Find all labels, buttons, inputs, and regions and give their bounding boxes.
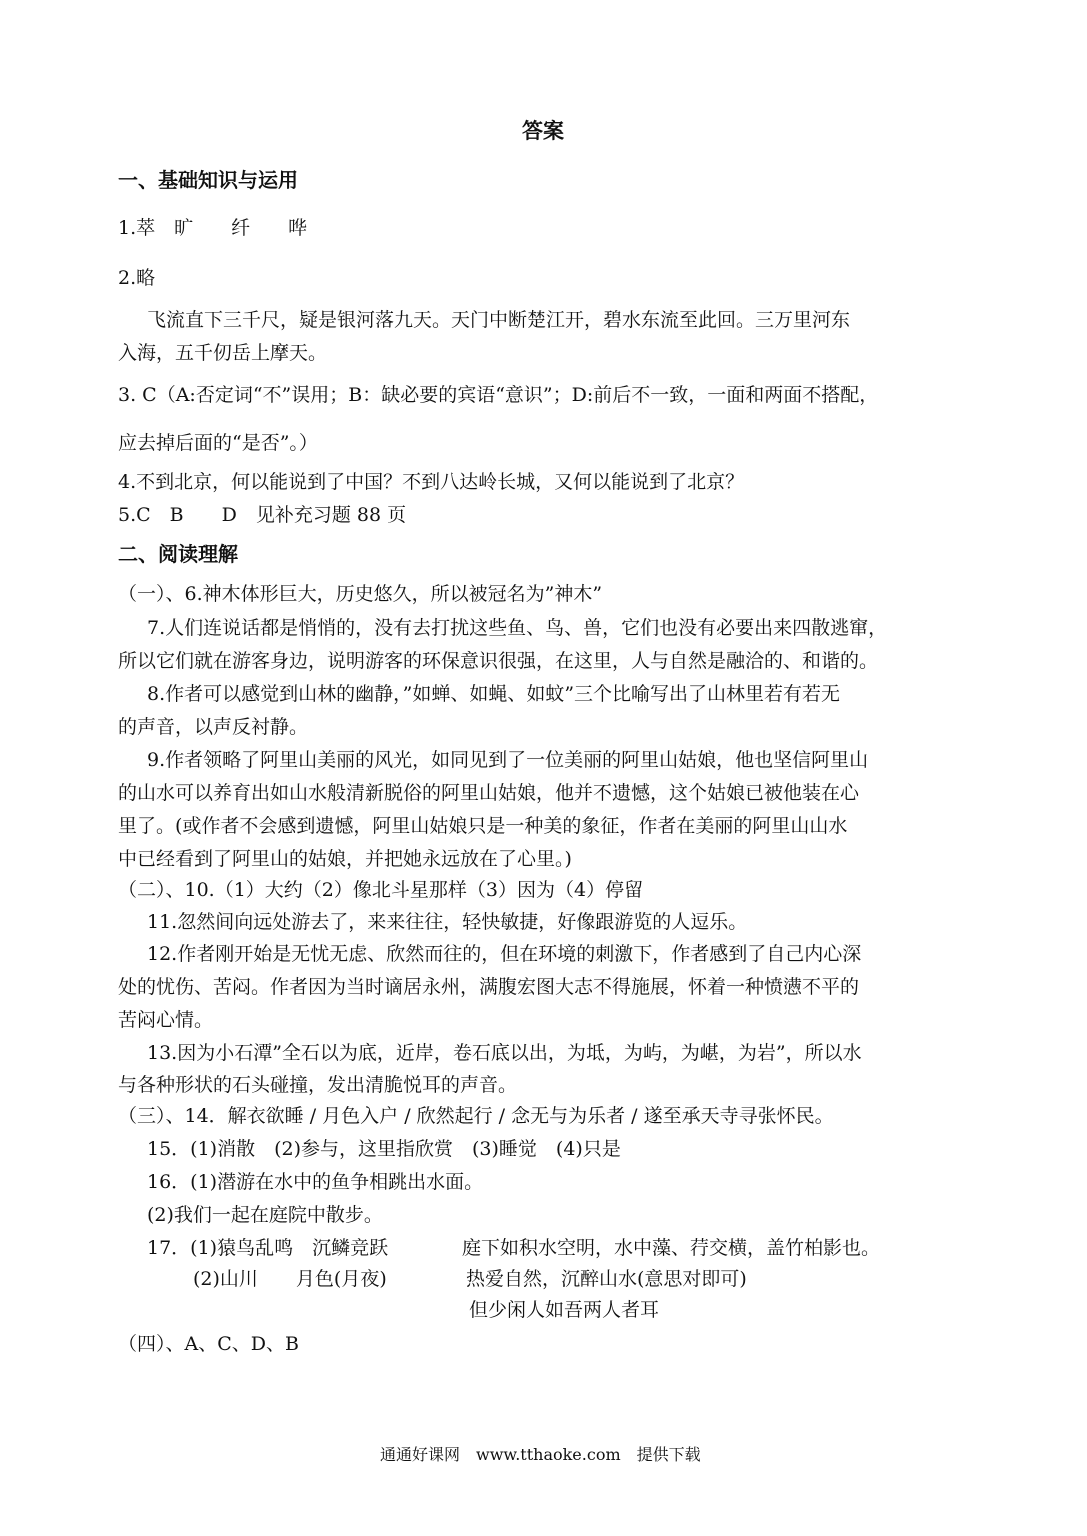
poem-line-1: 飞流直下三千尺，疑是银河落九天。天门中断楚江开，碧水东流至此回。三万里河东 xyxy=(147,309,851,331)
answer-q7-line-2: 所以它们就在游客身边，说明游客的环保意识很强，在这里，人与自然是融洽的、和谐的。 xyxy=(118,650,879,672)
answer-q16-part-1: 16．(1)潜游在水中的鱼争相跳出水面。 xyxy=(147,1171,484,1193)
answer-q15: 15．(1)消散 (2)参与，这里指欣赏 (3)睡觉 (4)只是 xyxy=(147,1138,621,1160)
answer-q6: （一）、6.神木体形巨大，历史悠久，所以被冠名为”神木” xyxy=(118,583,603,605)
answer-q12-line-3: 苦闷心情。 xyxy=(118,1009,214,1031)
answer-q5: 5.C B D 见补充习题 88 页 xyxy=(118,504,407,526)
answer-q16-part-2: (2)我们一起在庭院中散步。 xyxy=(147,1204,383,1226)
answer-q9-line-2: 的山水可以养育出如山水般清新脱俗的阿里山姑娘，他并不遗憾，这个姑娘已被他装在心 xyxy=(118,782,860,804)
section-heading-reading: 二、阅读理解 xyxy=(118,542,238,566)
answer-q12-line-2: 处的忧伤、苦闷。作者因为当时谪居永州，满腹宏图大志不得施展，怀着一种愤懑不平的 xyxy=(118,976,860,998)
answer-q8-line-1: 8.作者可以感觉到山林的幽静，”如蝉、如蝇、如蚊”三个比喻写出了山林里若有若无 xyxy=(147,683,841,705)
answer-q2: 2.略 xyxy=(118,267,156,289)
answer-q10: （二）、10.（1）大约（2）像北斗星那样（3）因为（4）停留 xyxy=(118,879,644,901)
answer-section-4: （四）、A、C、D、B xyxy=(118,1333,299,1355)
answer-q1: 1.萃 旷 纤 哗 xyxy=(118,217,308,239)
answer-q12-line-1: 12.作者刚开始是无忧无虑、欣然而往的，但在环境的刺激下，作者感到了自己内心深 xyxy=(147,943,862,965)
answer-q17-row-3-right: 但少闲人如吾两人者耳 xyxy=(469,1299,660,1321)
poem-line-2: 入海，五千仞岳上摩天。 xyxy=(118,342,328,364)
answer-q3-line-2: 应去掉后面的“是否”。） xyxy=(118,432,318,454)
answer-q3-line-1: 3. C（A:否定词“不”误用；B：缺必要的宾语“意识”；D:前后不一致，一面和两面不搭配， xyxy=(118,384,879,406)
answer-q14: （三）、14．解衣欲睡 / 月色入户 / 欣然起行 / 念无与为乐者 / 遂至承天寺寻张怀民。 xyxy=(118,1105,834,1127)
answer-q11: 11.忽然间向远处游去了，来来往往，轻快敏捷，好像跟游览的人逗乐。 xyxy=(147,911,748,933)
answer-q9-line-1: 9.作者领略了阿里山美丽的风光，如同见到了一位美丽的阿里山姑娘，他也坚信阿里山 xyxy=(147,749,869,771)
answer-q9-line-4: 中已经看到了阿里山的姑娘，并把她永远放在了心里。) xyxy=(118,848,572,870)
answer-q17-row-2-left: (2)山川 月色(月夜) xyxy=(193,1268,387,1290)
answer-q7-line-1: 7.人们连说话都是悄悄的，没有去打扰这些鱼、鸟、兽，它们也没有必要出来四散逃窜， xyxy=(147,617,888,639)
footer-source: 通通好课网 www.tthaoke.com 提供下载 xyxy=(380,1445,701,1464)
answer-q17-row-1-left: 17．(1)猿鸟乱鸣 沉鳞竞跃 xyxy=(147,1237,389,1259)
page-title: 答案 xyxy=(522,119,564,143)
answer-q13-line-2: 与各种形状的石头碰撞，发出清脆悦耳的声音。 xyxy=(118,1074,518,1096)
section-heading-basics: 一、基础知识与运用 xyxy=(118,168,298,192)
answer-q4: 4.不到北京，何以能说到了中国？不到八达岭长城，又何以能说到了北京？ xyxy=(118,471,745,493)
answer-q17-row-1-right: 庭下如积水空明，水中藻、荇交横，盖竹柏影也。 xyxy=(462,1237,881,1259)
answer-q9-line-3: 里了。(或作者不会感到遗憾，阿里山姑娘只是一种美的象征，作者在美丽的阿里山山水 xyxy=(118,815,848,837)
answer-q8-line-2: 的声音，以声反衬静。 xyxy=(118,716,309,738)
answer-q13-line-1: 13.因为小石潭”全石以为底，近岸，卷石底以出，为坻，为屿，为嵁，为岩”，所以水 xyxy=(147,1042,862,1064)
answer-q17-row-2-right: 热爱自然，沉醉山水(意思对即可) xyxy=(466,1268,747,1290)
